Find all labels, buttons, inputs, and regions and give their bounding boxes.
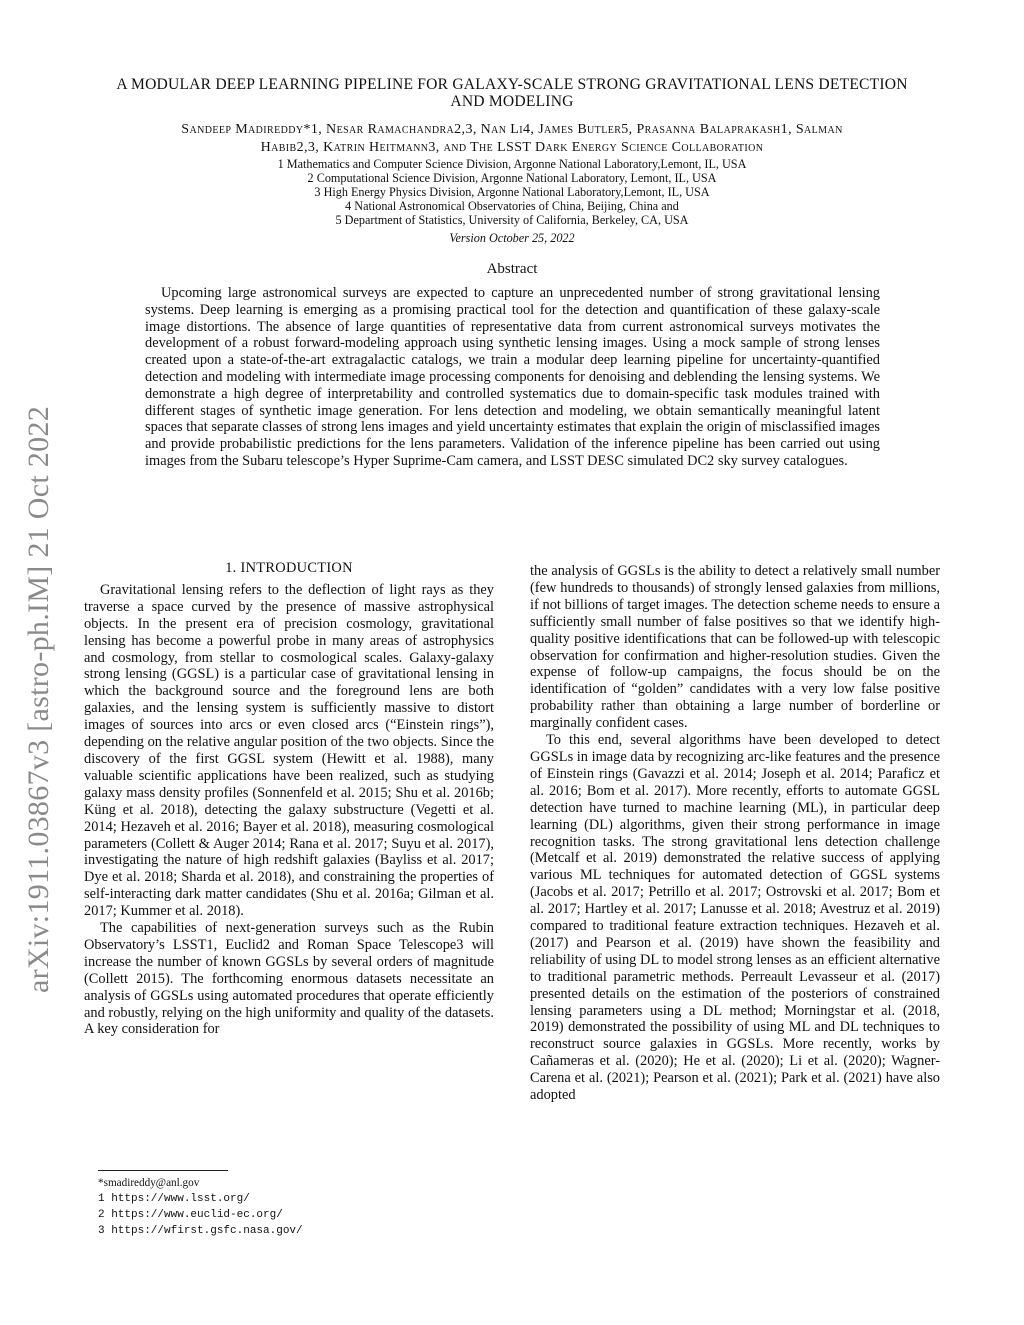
footnote-link-wfirst[interactable]: 3 https://wfirst.gsfc.nasa.gov/	[98, 1225, 303, 1237]
footnote-rule	[98, 1170, 228, 1171]
footnote-email[interactable]: *smadireddy@anl.gov	[98, 1177, 200, 1189]
footnotes	[98, 1170, 498, 1239]
affiliation-1: 1 Mathematics and Computer Science Division, Argonne National Laboratory,Lemont, IL, USA	[277, 157, 747, 171]
author-list	[90, 121, 934, 157]
affiliation-3: 3 High Energy Physics Division, Argonne National Laboratory,Lemont, IL, USA	[314, 185, 710, 199]
section-heading: 1. INTRODUCTION	[225, 560, 353, 576]
affiliation-2: 2 Computational Science Division, Argonne National Laboratory, Lemont, IL, USA	[307, 171, 717, 185]
abstract-text: Upcoming large astronomical surveys are expected to capture an unprecedented number of strong gravitational lensing systems. Deep learning is emerging as a promising practical tool for the detection and quantification of these galaxy-scale image distortions. The absence of large quantities of representative data from current astronomical surveys motivates the development of a robust forward-modeling approach using synthetic lensing images. Using a mock sample of strong lenses created upon a state-of-the-art extragalactic catalogs, we train a modular deep learning pipeline for uncertainty-quantified detection and modeling with intermediate image processing components for denoising and deblending the lensing systems. We demonstrate a high degree of interpretability and controlled systematics due to domain-specific task modules trained with different stages of synthetic image generation. For lens detection and modeling, we obtain semantically meaningful latent spaces that separate classes of strong lens images and yield uncertainty estimates that explain the origin of misclassified images and provide probabilistic predictions for the lens parameters. Validation of the inference pipeline has been carried out using images from the Subaru telescope’s Hyper Suprime-Cam camera, and LSST DESC simulated DC2 sky survey catalogues.	[145, 285, 880, 469]
arxiv-stamp: arXiv:1911.03867v3 [astro-ph.IM] 21 Oct 2022	[22, 406, 55, 993]
footnote-link-lsst[interactable]: 1 https://www.lsst.org/	[98, 1193, 250, 1205]
footnote-link-euclid[interactable]: 2 https://www.euclid-ec.org/	[98, 1209, 283, 1221]
affiliations	[150, 157, 874, 227]
right-column	[530, 563, 940, 1104]
intro-paragraph-2: The capabilities of next-generation surveys such as the Rubin Observatory’s LSST1, Euclid2 and Roman Space Telescope3 will increase the number of known GGSLs by several orders of magnitude (Collett 2015). The forthcoming enormous datasets necessitate an analysis of GGSLs using automated procedures that operate efficiently and robustly, relying on the high uniformity and quality of the datasets. A key consideration for	[84, 920, 494, 1038]
left-column	[84, 560, 494, 1038]
intro-paragraph-1: Gravitational lensing refers to the deflection of light rays as they traverse a space curved by the presence of massive astrophysical objects. In the present era of precision cosmology, gravitational lensing has become a powerful probe in many areas of astrophysics and cosmology, from stellar to cosmological scales. Galaxy-galaxy strong lensing (GGSL) is a particular case of gravitational lensing in which the background source and the foreground lens are both galaxies, and the lensing system is sufficiently massive to distort images of sources into arcs or even closed arcs (“Einstein rings”), depending on the relative angular position of the two objects. Since the discovery of the first GGSL system (Hewitt et al. 1988), many valuable scientific applications have been realized, such as studying galaxy mass density profiles (Sonnenfeld et al. 2015; Shu et al. 2016b; Küng et al. 2018), detecting the galaxy substructure (Vegetti et al. 2014; Hezaveh et al. 2016; Bayer et al. 2018), measuring cosmological parameters (Collett & Auger 2014; Rana et al. 2017; Suyu et al. 2017), investigating the nature of high redshift galaxies (Bayliss et al. 2017; Dye et al. 2018; Sharda et al. 2018), and constraining the properties of self-interacting dark matter candidates (Shu et al. 2016a; Gilman et al. 2017; Kummer et al. 2018).	[84, 581, 494, 920]
author-line-2: Habib2,3, Katrin Heitmann3, and The LSST Dark Energy Science Collaboration	[260, 140, 764, 155]
intro-paragraph-4: To this end, several algorithms have been developed to detect GGSLs in image data by recognizing arc-like features and the presence of Einstein rings (Gavazzi et al. 2014; Joseph et al. 2014; Paraficz et al. 2016; Bom et al. 2017). More recently, efforts to automate GGSL detection have turned to machine learning (ML), in particular deep learning (DL) algorithms, given their strong performance in image recognition tasks. The strong gravitational lens detection challenge (Metcalf et al. 2019) demonstrated the relative success of applying various ML techniques for automated detection of GGSL systems (Jacobs et al. 2017; Petrillo et al. 2017; Ostrovski et al. 2017; Bom et al. 2017; Hartley et al. 2017; Lanusse et al. 2018; Avestruz et al. 2019) compared to traditional feature extraction techniques. Hezaveh et al. (2017) and Pearson et al. (2019) have shown the feasibility and reliability of using DL to model strong lenses as an efficient alternative to traditional parametric methods. Perreault Levasseur et al. (2017) presented details on the estimation of the posteriors of constrained lensing parameters using a DL method; Morningstar et al. (2018, 2019) demonstrated the possibility of using ML and DL techniques to reconstruct source galaxies in GGSLs. More recently, works by Cañameras et al. (2020); He et al. (2020); Li et al. (2020); Wagner-Carena et al. (2021); Pearson et al. (2021); Park et al. (2021) have also adopted	[530, 732, 940, 1104]
affiliation-5: 5 Department of Statistics, University of California, Berkeley, CA, USA	[335, 213, 689, 227]
version-date: Version October 25, 2022	[449, 231, 575, 245]
paper-title: A MODULAR DEEP LEARNING PIPELINE FOR GALAXY-SCALE STRONG GRAVITATIONAL LENS DETECTION AND MODELING	[116, 76, 908, 110]
author-line-1: Sandeep Madireddy*1, Nesar Ramachandra2,3, Nan Li4, James Butler5, Prasanna Balaprakash1, Salman	[181, 122, 843, 137]
affiliation-4: 4 National Astronomical Observatories of China, Beijing, China and	[345, 199, 679, 213]
abstract-heading: Abstract	[486, 261, 538, 277]
intro-paragraph-3: the analysis of GGSLs is the ability to detect a relatively small number (few hundreds to thousands) of strongly lensed galaxies from millions, if not billions of target images. The detection scheme needs to ensure a sufficiently small number of false positives so that we identify high-quality positive identifications that can be followed-up with telescopic observation for confirmation and higher-resolution studies. Given the expense of follow-up campaigns, the focus should be on the identification of “golden” candidates with a very low false positive probability rather than obtaining a large number of borderline or marginally confident cases.	[530, 563, 940, 732]
